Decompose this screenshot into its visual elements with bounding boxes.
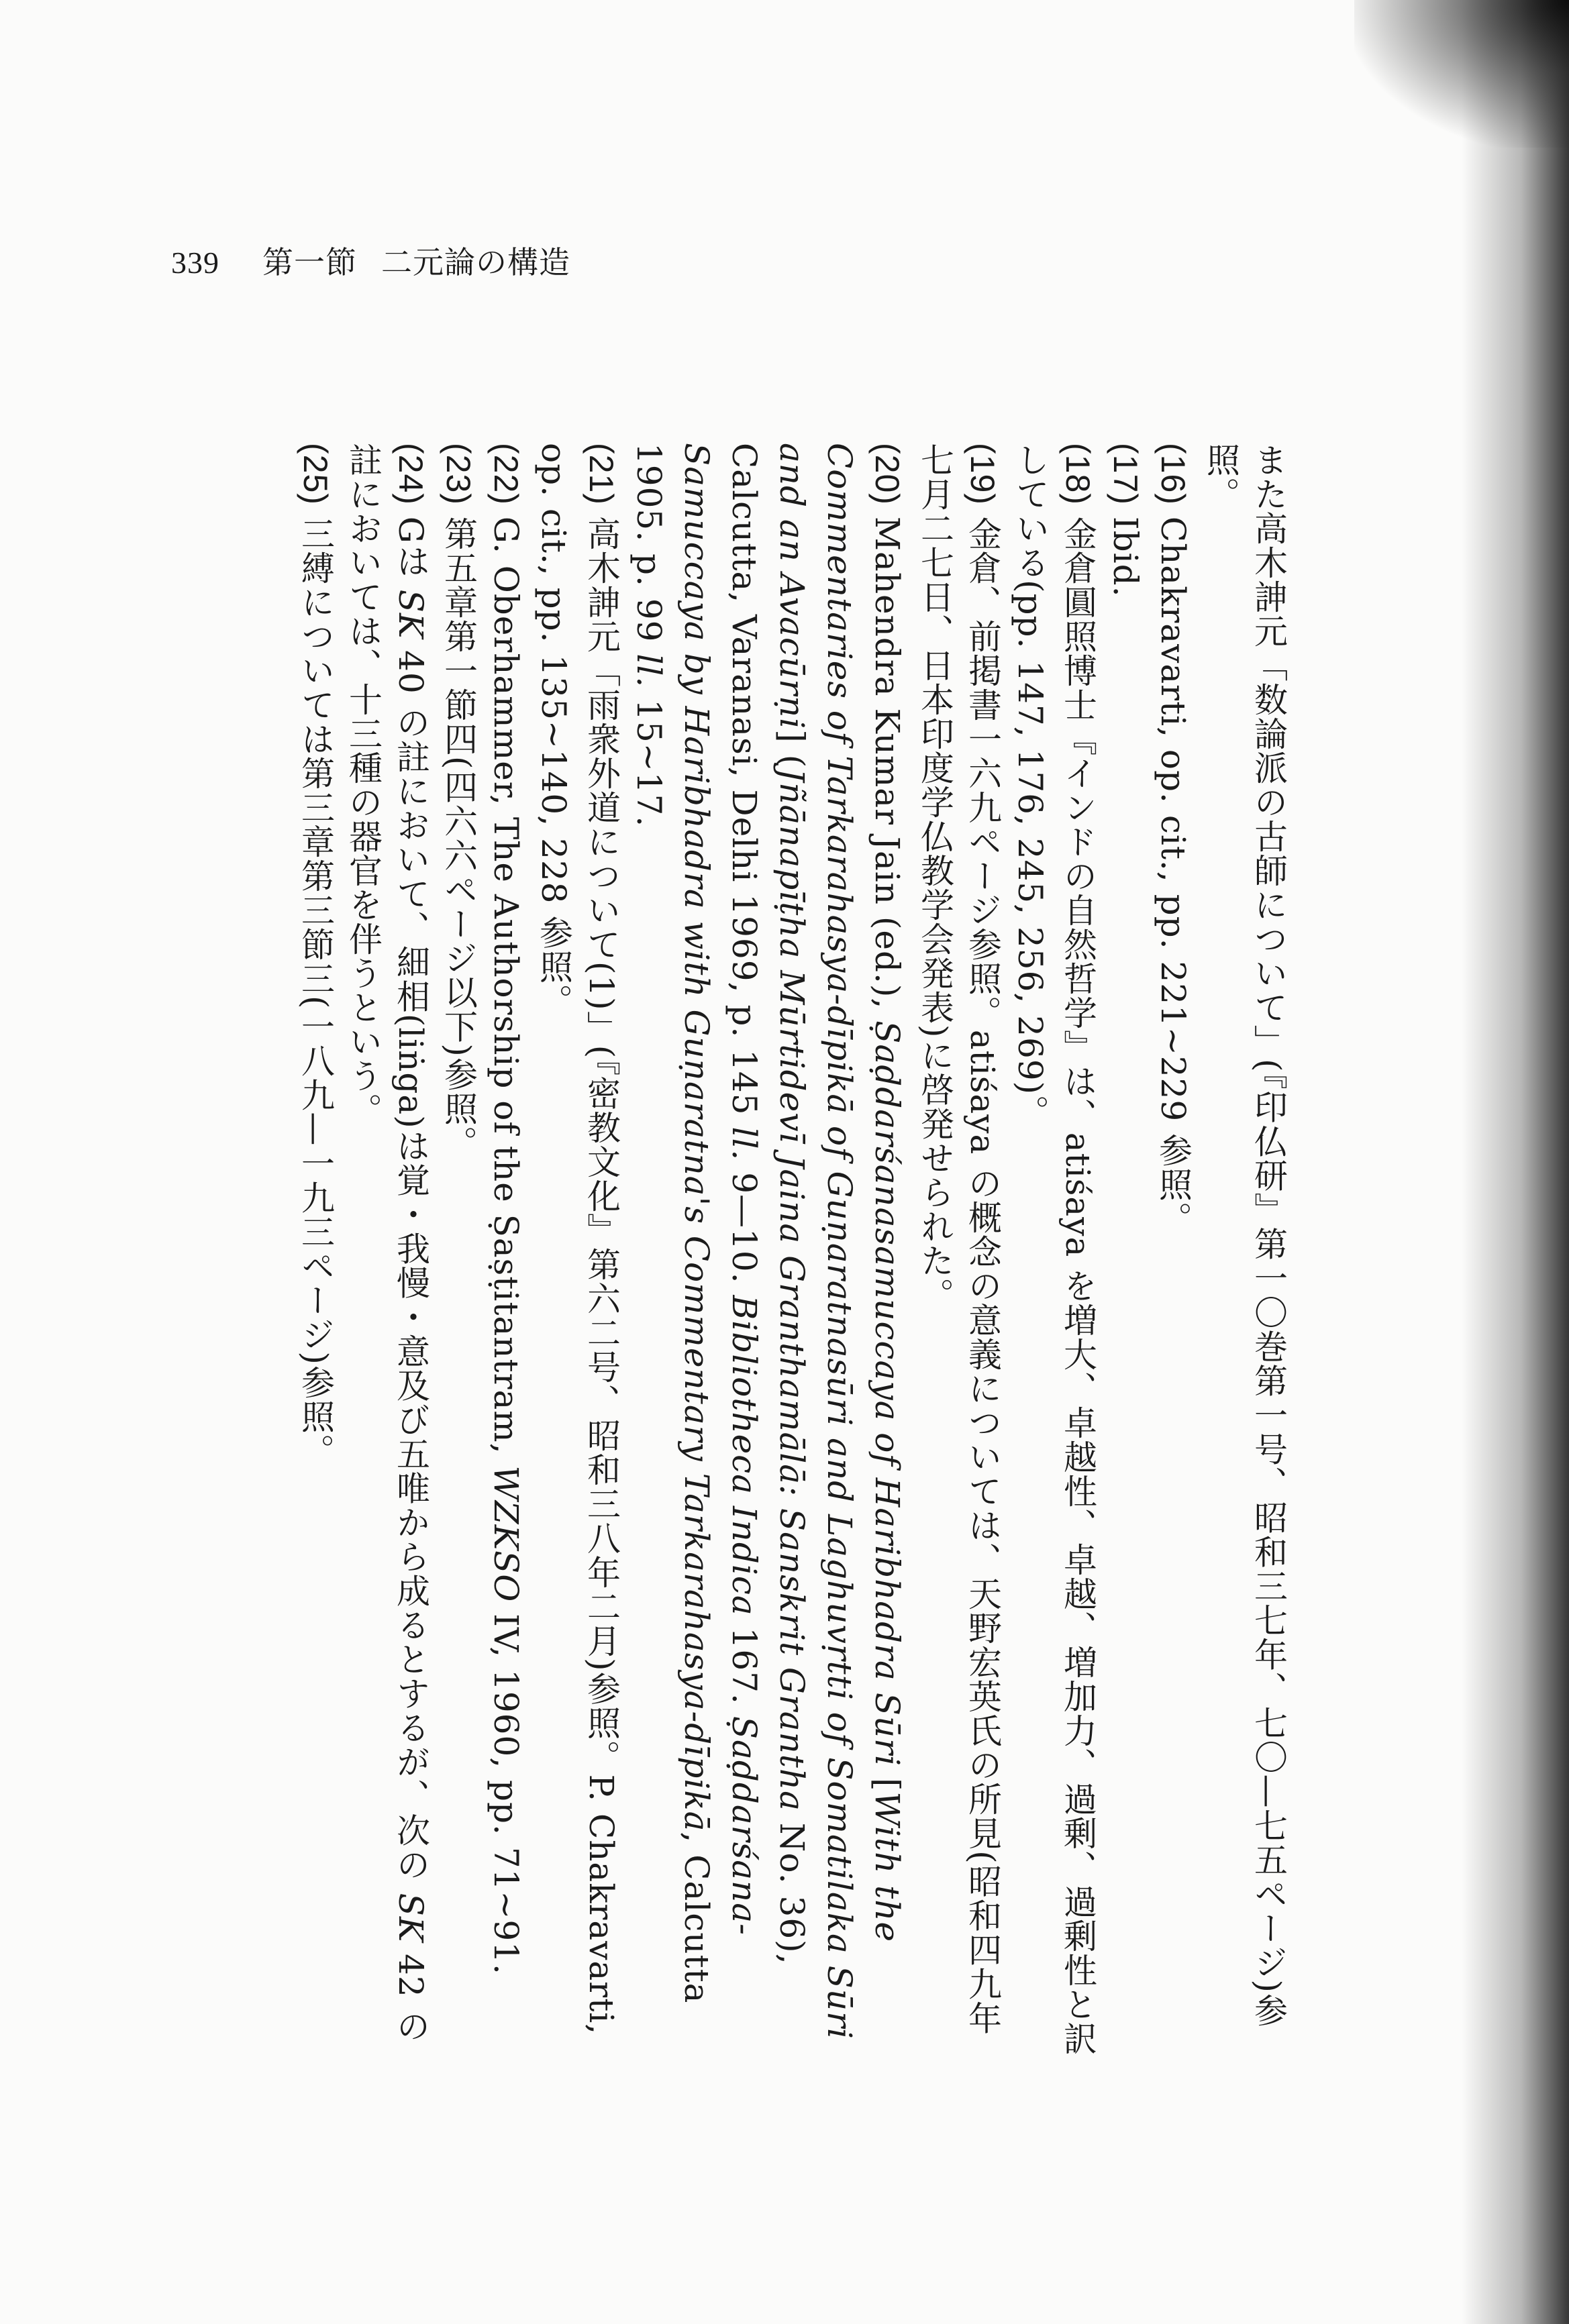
note-number: (16) [1154,443,1192,505]
note-text-plain: IV, 1960, pp. 71~91. [487,1602,525,1975]
note-text-plain: 40 の註において、細相(liṅga)は覚・我慢・意及び五唯から成るとするが、次の [391,639,430,1893]
note-21 [529,443,625,2066]
note-number: (24) [392,443,429,505]
note-text: 高木訷元「雨衆外道について(1)」(『密教文化』第六二号、昭和三八年二月)参照。P. Chakravarti, op. cit., pp. 135~140, 228 参照。 [534,443,621,2036]
note-23 [434,443,482,2066]
note-text-plain: Mahendra Kumar Jain (ed.), [868,516,907,1021]
section-title: 二元論の構造 [381,244,570,280]
note-text-plain: Gは [391,516,430,590]
note-text-plain: , Calcutta 1905. p. 99 [629,443,716,2004]
note-text-italic: Ṣaḍdarśana-Samuccaya by Haribhadra with Guṇaratna's Commentary Tarkarahasya-dīpikā [677,443,764,1936]
note-18 [1006,443,1101,2066]
note-text: 三縛については第三章第三節三(一八九—一九三ページ)参照。 [296,516,335,1468]
note-text-plain: No. 36), Calcutta, Varanasi, Delhi 1969, p. 145 [725,443,811,1965]
note-number: (18) [1059,443,1097,505]
note-text-plain: 9—10. [725,1161,764,1296]
note-number: (17) [1107,443,1144,505]
note-20 [625,443,911,2066]
note-number: (20) [868,443,906,505]
note-text-plain: 42 の註においては、十三種の器官を伴うという。 [344,443,430,2044]
notes-column [296,443,1366,2066]
running-header [171,238,570,278]
note-number: (22) [487,443,525,505]
note-continuation [1197,443,1366,2066]
note-text-plain: ] ( [772,729,811,769]
note-25 [291,443,339,2066]
note-text-italic: ll. [629,653,668,688]
note-16 [1149,443,1197,2066]
note-text-italic: With the Commentaries of Tarkarahasya-dīpikā of Guṇaratnasūri and Laghuvṛtti of Somatilaka Sūri and an Avacūrṇi [772,443,907,2040]
note-text: Chakravarti, op. cit., pp. 221~229 参照。 [1154,516,1193,1236]
note-text-plain: 15~17. [629,688,668,828]
note-text: Ibid. [1106,516,1145,598]
note-number: (21) [583,443,620,505]
note-19 [911,443,1006,2066]
page-number: 339 [171,246,219,280]
note-text-italic: Jñānapīṭha Mūrtidevī Jaina Granthamālā: Sanskrit Grantha [772,768,811,1811]
note-text-italic: Ṣaḍdarśanasamuccaya of Haribhadra Sūri [868,1020,907,1767]
note-text: 金倉圓照博士『インドの自然哲学』は、atiśaya を増大、卓越性、卓越、増加力、過剰、過剰性と訳している(pp. 147, 176, 245, 256, 269)。 [1011,443,1097,2056]
note-text-plain: G. Oberhammer, The Authorship of the Ṣaṣṭitantram, [487,516,525,1466]
scan-shadow-edge [1462,0,1569,2324]
note-24 [339,443,434,2066]
note-22 [482,443,529,2066]
note-text: 金倉、前掲書一六九ページ参照。atiśaya の概念の意義については、天野宏英氏の所見(昭和四九年七月二七日、日本印度学仏教学会発表)に啓発せられた。 [915,443,1002,2036]
note-text: また高木訷元「数論派の古師について」(『印仏研』第一〇巻第一号、昭和三七年、七〇—七五ページ)参照。 [1201,443,1288,2028]
note-number: (23) [440,443,477,505]
note-number: (25) [297,443,334,505]
section-label: 第一節 [262,244,357,280]
note-text-italic: Bibliotheca Indica [725,1295,764,1616]
scan-shadow-corner [1354,0,1569,148]
note-text-italic: SK [391,589,430,639]
note-17 [1101,443,1149,2066]
note-text-italic: ll. [725,1126,764,1161]
note-text-plain: 167. [725,1616,764,1716]
note-text-italic: SK [391,1893,430,1943]
note-text: 第五章第一節四(四六六ページ以下)参照。 [439,516,478,1160]
note-number: (19) [964,443,1001,505]
note-text-italic: WZKSO [487,1465,525,1603]
note-text-plain: [ [868,1766,907,1792]
